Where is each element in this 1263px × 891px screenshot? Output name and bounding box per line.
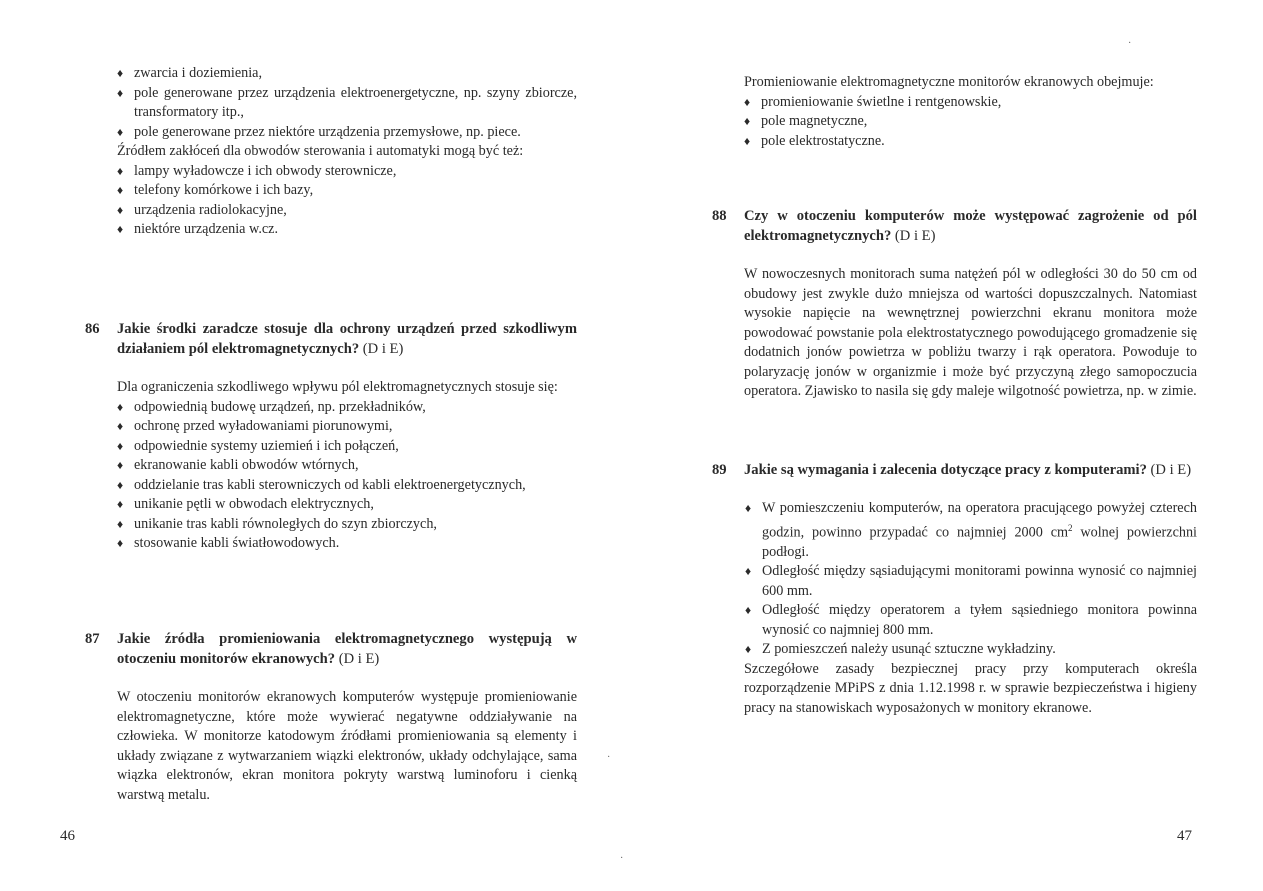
question-number: 87 bbox=[85, 631, 100, 647]
requirements-list bbox=[745, 499, 1197, 660]
interference-list bbox=[117, 162, 577, 240]
bullet-icon: ♦ bbox=[745, 603, 752, 618]
list-item: ♦ oddzielanie tras kabli sterowniczych od kabli elektroenergetycznych, bbox=[117, 476, 577, 496]
bullet-icon: ♦ bbox=[117, 85, 124, 100]
closing-text: Szczegółowe zasady bezpiecznej pracy przy komputerach określa rozporządzenie MPiPS z dnia 1.12.1998 r. w sprawie bezpieczeństwa i higieny pracy na stanowiskach wyposażonych w monitory ekranowe. bbox=[744, 660, 1197, 716]
question-89-heading bbox=[712, 460, 1197, 480]
answer-intro: Dla ograniczenia szkodliwego wpływu pól elektromagnetycznych stosuje się: bbox=[117, 379, 558, 395]
bullet-icon: ♦ bbox=[117, 497, 124, 511]
question-text: Jakie są wymagania i zalecenia dotyczące pracy z komputerami? bbox=[744, 462, 1147, 478]
question-89-block bbox=[712, 460, 1197, 718]
question-number: 88 bbox=[712, 208, 727, 224]
answer-text: W nowoczesnych monitorach suma natężeń pól w odległości 30 do 50 cm od obudowy jest zwykle dużo mniejsza od wartości dopuszczalnych. Natomiast wysokie napięcie na wewnętrznej powierzchni ekranu monitora może powodować powstanie pola elektrostatycznego powodującego gromadzenie się dodatnich jonów powietrza w pobliżu twarzy i rąk operatora. Powoduje to polaryzację jonów w organizmie i może być przyczyną złego samopoczucia operatora. Zjawisko to nasila się gdy maleje wilgotność powietrza, np. w zimie. bbox=[744, 266, 1197, 399]
list-item: ♦ urządzenia radiolokacyjne, bbox=[117, 201, 577, 221]
question-text: Jakie źródła promieniowania elektromagnetycznego występują w otoczeniu monitorów ekranowych? bbox=[117, 631, 577, 667]
question-86-block bbox=[85, 319, 577, 554]
list-item: ♦ niektóre urządzenia w.cz. bbox=[117, 220, 577, 240]
list-item: ♦ pole generowane przez niektóre urządzenia przemysłowe, np. piece. bbox=[117, 123, 577, 143]
question-number: 89 bbox=[712, 462, 727, 478]
list-item: ♦ W pomieszczeniu komputerów, na operatora pracującego powyżej czterech godzin, powinno przypadać co najmniej 2000 $cm^2$ wolnej powierzchni podłogi. bbox=[745, 500, 1197, 560]
right-page bbox=[632, 0, 1263, 891]
bullet-icon: ♦ bbox=[745, 642, 752, 657]
bullet-icon: ♦ bbox=[117, 399, 124, 414]
question-88-block bbox=[712, 206, 1197, 402]
question-tag: (D i E) bbox=[894, 228, 936, 244]
question-tag: (D i E) bbox=[362, 341, 404, 357]
bullet-icon: ♦ bbox=[744, 114, 751, 128]
bullet-icon: ♦ bbox=[117, 66, 124, 80]
bullet-icon: ♦ bbox=[745, 564, 752, 579]
page-number: 46 bbox=[60, 828, 75, 844]
superscript: 2 bbox=[1068, 522, 1073, 533]
bullet-icon: ♦ bbox=[117, 202, 124, 217]
bullet-icon: ♦ bbox=[117, 516, 124, 531]
bullet-icon: ♦ bbox=[117, 477, 124, 492]
scan-speck: · bbox=[1128, 38, 1132, 49]
radiation-block bbox=[744, 73, 1197, 151]
question-87-heading bbox=[85, 629, 577, 669]
bullet-icon: ♦ bbox=[117, 124, 124, 139]
bullet-icon: ♦ bbox=[745, 501, 752, 515]
intro-list bbox=[117, 64, 577, 142]
question-number: 86 bbox=[85, 321, 100, 337]
bullet-icon: ♦ bbox=[117, 222, 124, 236]
bullet-icon: ♦ bbox=[117, 458, 124, 472]
bullet-icon: ♦ bbox=[117, 163, 124, 178]
list-item: ♦ Odległość między operatorem a tyłem sąsiedniego monitora powinna wynosić co najmniej 800 mm. bbox=[745, 602, 1197, 638]
bullet-icon: ♦ bbox=[117, 536, 124, 550]
list-item: ♦ odpowiednią budowę urządzeń, np. przekładników, bbox=[117, 398, 577, 418]
measures-list bbox=[117, 398, 577, 554]
list-item: ♦ ochronę przed wyładowaniami piorunowymi, bbox=[117, 417, 577, 437]
bullet-icon: ♦ bbox=[117, 438, 124, 453]
question-88-heading bbox=[712, 206, 1197, 246]
intro-list-block bbox=[117, 64, 577, 240]
list-item: ♦ odpowiednie systemy uziemień i ich połączeń, bbox=[117, 437, 577, 457]
bullet-icon: ♦ bbox=[744, 94, 751, 109]
radiation-intro: Promieniowanie elektromagnetyczne monitorów ekranowych obejmuje: bbox=[744, 74, 1154, 90]
list-item: ♦ unikanie pętli w obwodach elektrycznych, bbox=[117, 495, 577, 515]
list-item: ♦ pole magnetyczne, bbox=[744, 112, 1197, 132]
interference-text: Źródłem zakłóceń dla obwodów sterowania i automatyki mogą być też: bbox=[117, 143, 524, 159]
question-text: Jakie środki zaradcze stosuje dla ochrony urządzeń przed szkodliwym działaniem pól elektromagnetycznych? bbox=[117, 321, 577, 357]
bullet-icon: ♦ bbox=[117, 183, 124, 197]
list-item: ♦ ekranowanie kabli obwodów wtórnych, bbox=[117, 456, 577, 476]
bullet-icon: ♦ bbox=[744, 133, 751, 148]
radiation-list bbox=[744, 93, 1197, 152]
page-number: 47 bbox=[1177, 828, 1192, 844]
list-item: ♦ telefony komórkowe i ich bazy, bbox=[117, 181, 577, 201]
list-item: ♦ promieniowanie świetlne i rentgenowskie, bbox=[744, 93, 1197, 113]
question-86-heading bbox=[85, 319, 577, 359]
question-tag: (D i E) bbox=[1150, 462, 1192, 478]
scan-speck: · bbox=[620, 853, 624, 864]
question-text: Czy w otoczeniu komputerów może występować zagrożenie od pól elektromagnetycznych? bbox=[744, 208, 1197, 244]
answer-text: W otoczeniu monitorów ekranowych komputerów występuje promieniowanie elektromagnetyczne, które może wywierać negatywne oddziaływanie na człowieka. W monitorze katodowym źródłami promieniowania są elementy i układy związane z wytwarzaniem wiązki elektronów, układy odchylające, sama wiązka elektronów, ekran monitora pokryty warstwą luminoforu i cienką warstwą metalu. bbox=[117, 689, 577, 803]
list-item: ♦ pole elektrostatyczne. bbox=[744, 132, 1197, 152]
question-tag: (D i E) bbox=[338, 651, 380, 667]
bullet-icon: ♦ bbox=[117, 419, 124, 433]
list-item: ♦ zwarcia i doziemienia, bbox=[117, 64, 577, 84]
list-item: ♦ Z pomieszczeń należy usunąć sztuczne wykładziny. bbox=[745, 640, 1197, 660]
scan-speck: · bbox=[607, 752, 611, 763]
list-item: ♦ Odległość między sąsiadującymi monitorami powinna wynosić co najmniej 600 mm. bbox=[745, 563, 1197, 599]
left-page bbox=[0, 0, 630, 891]
list-item: ♦ lampy wyładowcze i ich obwody sterownicze, bbox=[117, 162, 577, 182]
list-item: ♦ unikanie tras kabli równoległych do szyn zbiorczych, bbox=[117, 515, 577, 535]
list-item: ♦ pole generowane przez urządzenia elektroenergetyczne, np. szyny zbiorcze, transformatory itp., bbox=[117, 84, 577, 120]
list-item: ♦ stosowanie kabli światłowodowych. bbox=[117, 534, 577, 554]
question-87-block bbox=[85, 629, 577, 805]
